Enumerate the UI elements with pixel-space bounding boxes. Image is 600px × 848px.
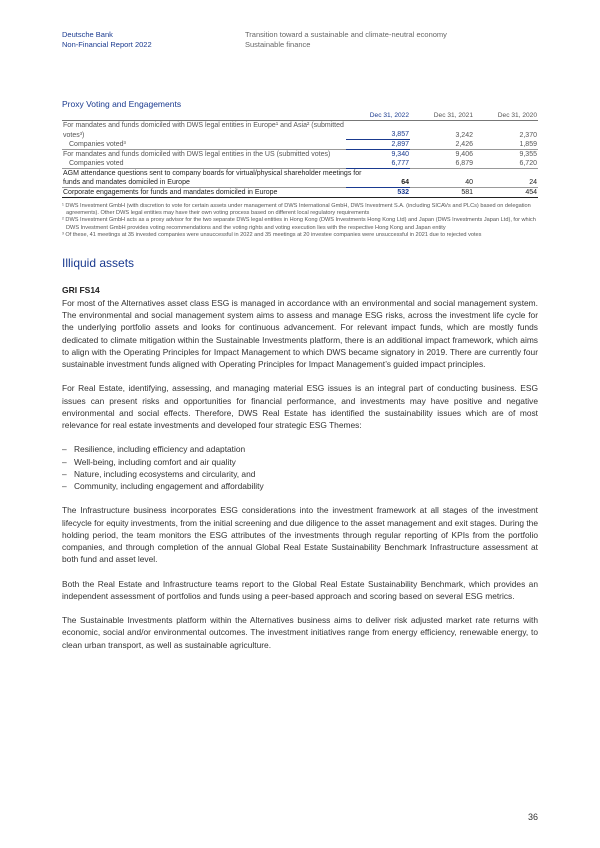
list-item: – Community, including engagement and affordability <box>62 480 538 492</box>
report-header-left <box>62 30 152 49</box>
cell: 6,777 <box>346 159 410 169</box>
cell: 6,879 <box>455 160 473 167</box>
row-label: Companies voted <box>69 160 124 167</box>
column-header: Dec 31, 2020 <box>474 112 538 121</box>
table-row <box>62 178 538 188</box>
cell: 9,406 <box>410 150 474 160</box>
row-label: For mandates and funds domiciled with DWS legal entities in Europe¹ and Asia² (submitted <box>63 122 344 129</box>
cell: 2,426 <box>455 141 473 148</box>
table-row <box>62 140 538 150</box>
section-heading: Illiquid assets <box>62 256 135 270</box>
cell: 3,242 <box>455 131 473 139</box>
cell: 2,370 <box>519 131 537 139</box>
section-title: Sustainable finance <box>245 39 311 49</box>
cell: 6,720 <box>519 160 537 167</box>
esg-themes-list <box>62 443 538 492</box>
table-row <box>62 169 538 179</box>
list-item: – Resilience, including efficiency and adaptation <box>62 443 538 455</box>
cell: 581 <box>410 188 474 198</box>
table-row <box>62 121 538 131</box>
body-text <box>62 297 538 663</box>
table-row <box>62 150 538 160</box>
paragraph: The Infrastructure business incorporates ESG considerations into the investment framework at all stages of the investment lifecycle for equity investments, from the initial screening and due diligence to the asset management and exit stages. During the holding period, the team monitors the ESG attributes of the investments through regular reporting of KPIs from the portfolio companies, and through completion of the annual Global Real Estate Sustainability Benchmark Infrastructure assessment at both fund and asset level. <box>62 505 538 565</box>
list-item: – Well-being, including comfort and air quality <box>62 456 538 468</box>
paragraph: The Sustainable Investments platform within the Alternatives business aims to deliver risk adjusted market rate returns with economic, social and/or environmental outcomes. The investment initiatives range from energy efficiency, renewable energy, to clean urban transport, as well as sustainable agriculture. <box>62 615 538 650</box>
paragraph: For Real Estate, identifying, assessing, and managing material ESG issues is an integral part of conducting business. ESG issues can present risks and opportunities for financial performance, and investments may have positive and negative environmental and social effects. Therefore, DWS Real Estate has identified the sustainability issues which are of most relevance for real estate investments and developed four strategic ESG Themes: <box>62 383 538 431</box>
cell: 532 <box>346 188 410 198</box>
column-header: Dec 31, 2022 <box>346 112 410 121</box>
row-label: votes³) <box>63 131 85 139</box>
footnote: ³ Of these, 41 meetings at 35 invested companies were unsuccessful in 2022 and 35 meetings at 20 investee companies were unsuccessful in 2021 due to rejected votes <box>62 231 482 238</box>
cell: 9,355 <box>474 150 538 160</box>
row-label: funds and mandates domiciled in Europe <box>63 179 190 186</box>
row-label: For mandates and funds domiciled with DWS legal entities in the US (submitted votes) <box>62 150 346 160</box>
cell: 24 <box>529 179 537 186</box>
chapter-title: Transition toward a sustainable and climate-neutral economy <box>245 30 447 39</box>
table-row <box>62 130 538 140</box>
bank-name: Deutsche Bank <box>62 30 113 39</box>
report-name: Non-Financial Report 2022 <box>62 39 152 49</box>
cell: 454 <box>474 188 538 198</box>
table-header-row <box>62 112 538 121</box>
report-header-right <box>245 30 447 49</box>
footnote: ¹ DWS Investment GmbH (with discretion to vote for certain assets under management of DWS International GmbH, DWS Investment S.A. (including SICAVs and PLCs) based on delegation agreements). Other DWS legal entities may have their own voting process based on different local regulatory requirements <box>62 203 531 217</box>
paragraph: Both the Real Estate and Infrastructure teams report to the Global Real Estate Sustainability Benchmark, which provides an independent assessment of portfolios and funds using a peer-based approach and scoring based on several ESG metrics. <box>62 578 538 601</box>
list-item: – Nature, including ecosystems and circularity, and <box>62 468 538 480</box>
cell: 64 <box>346 178 410 188</box>
row-label: Companies voted³ <box>69 141 126 148</box>
paragraph: For most of the Alternatives asset class ESG is managed in accordance with an environmental and social management system. The environmental and social management system aims to assess and manage ESG risks, across the investment life cycle for the underlying portfolio assets and looks for continuous advancement. For relevant impact funds, which are mostly funds dedicated to climate mitigation within the Sustainable Investments platform, there is an additional impact framework, which aims to align with the Operating Principles for Impact Management to which DWS became signatory in 2019. There are currently four sustainable investment funds aligned with Operating Principles for Impact Management’s guided impact principles. <box>62 298 538 370</box>
footnotes <box>62 203 538 239</box>
gri-reference: GRI FS14 <box>62 285 100 295</box>
cell: 40 <box>465 179 473 186</box>
cell: 2,897 <box>346 140 410 150</box>
page-number: 36 <box>527 812 538 822</box>
cell: 9,340 <box>346 150 410 160</box>
footnote: ² DWS Investment GmbH acts as a proxy advisor for the two separate DWS legal entities in Hong Kong (DWS Investments Hong Kong Ltd) and Japan (DWS Investments Japan Ltd), for which DWS Investment GmbH provides voting recommendations and the voting rights and voting execution lies with the respective Hong Kong and Japan entity <box>62 217 536 231</box>
proxy-voting-table-wrap <box>62 112 538 198</box>
row-label: Corporate engagements for funds and mandates domiciled in Europe <box>62 188 346 198</box>
column-header: Dec 31, 2021 <box>410 112 474 121</box>
table-title: Proxy Voting and Engagements <box>62 99 182 109</box>
cell: 3,857 <box>346 130 410 140</box>
table-row <box>62 188 538 198</box>
proxy-voting-table <box>62 112 538 198</box>
table-row <box>62 159 538 169</box>
cell: 1,859 <box>519 141 537 148</box>
row-label: AGM attendance questions sent to company boards for virtual/physical shareholder meetings for <box>62 169 538 179</box>
